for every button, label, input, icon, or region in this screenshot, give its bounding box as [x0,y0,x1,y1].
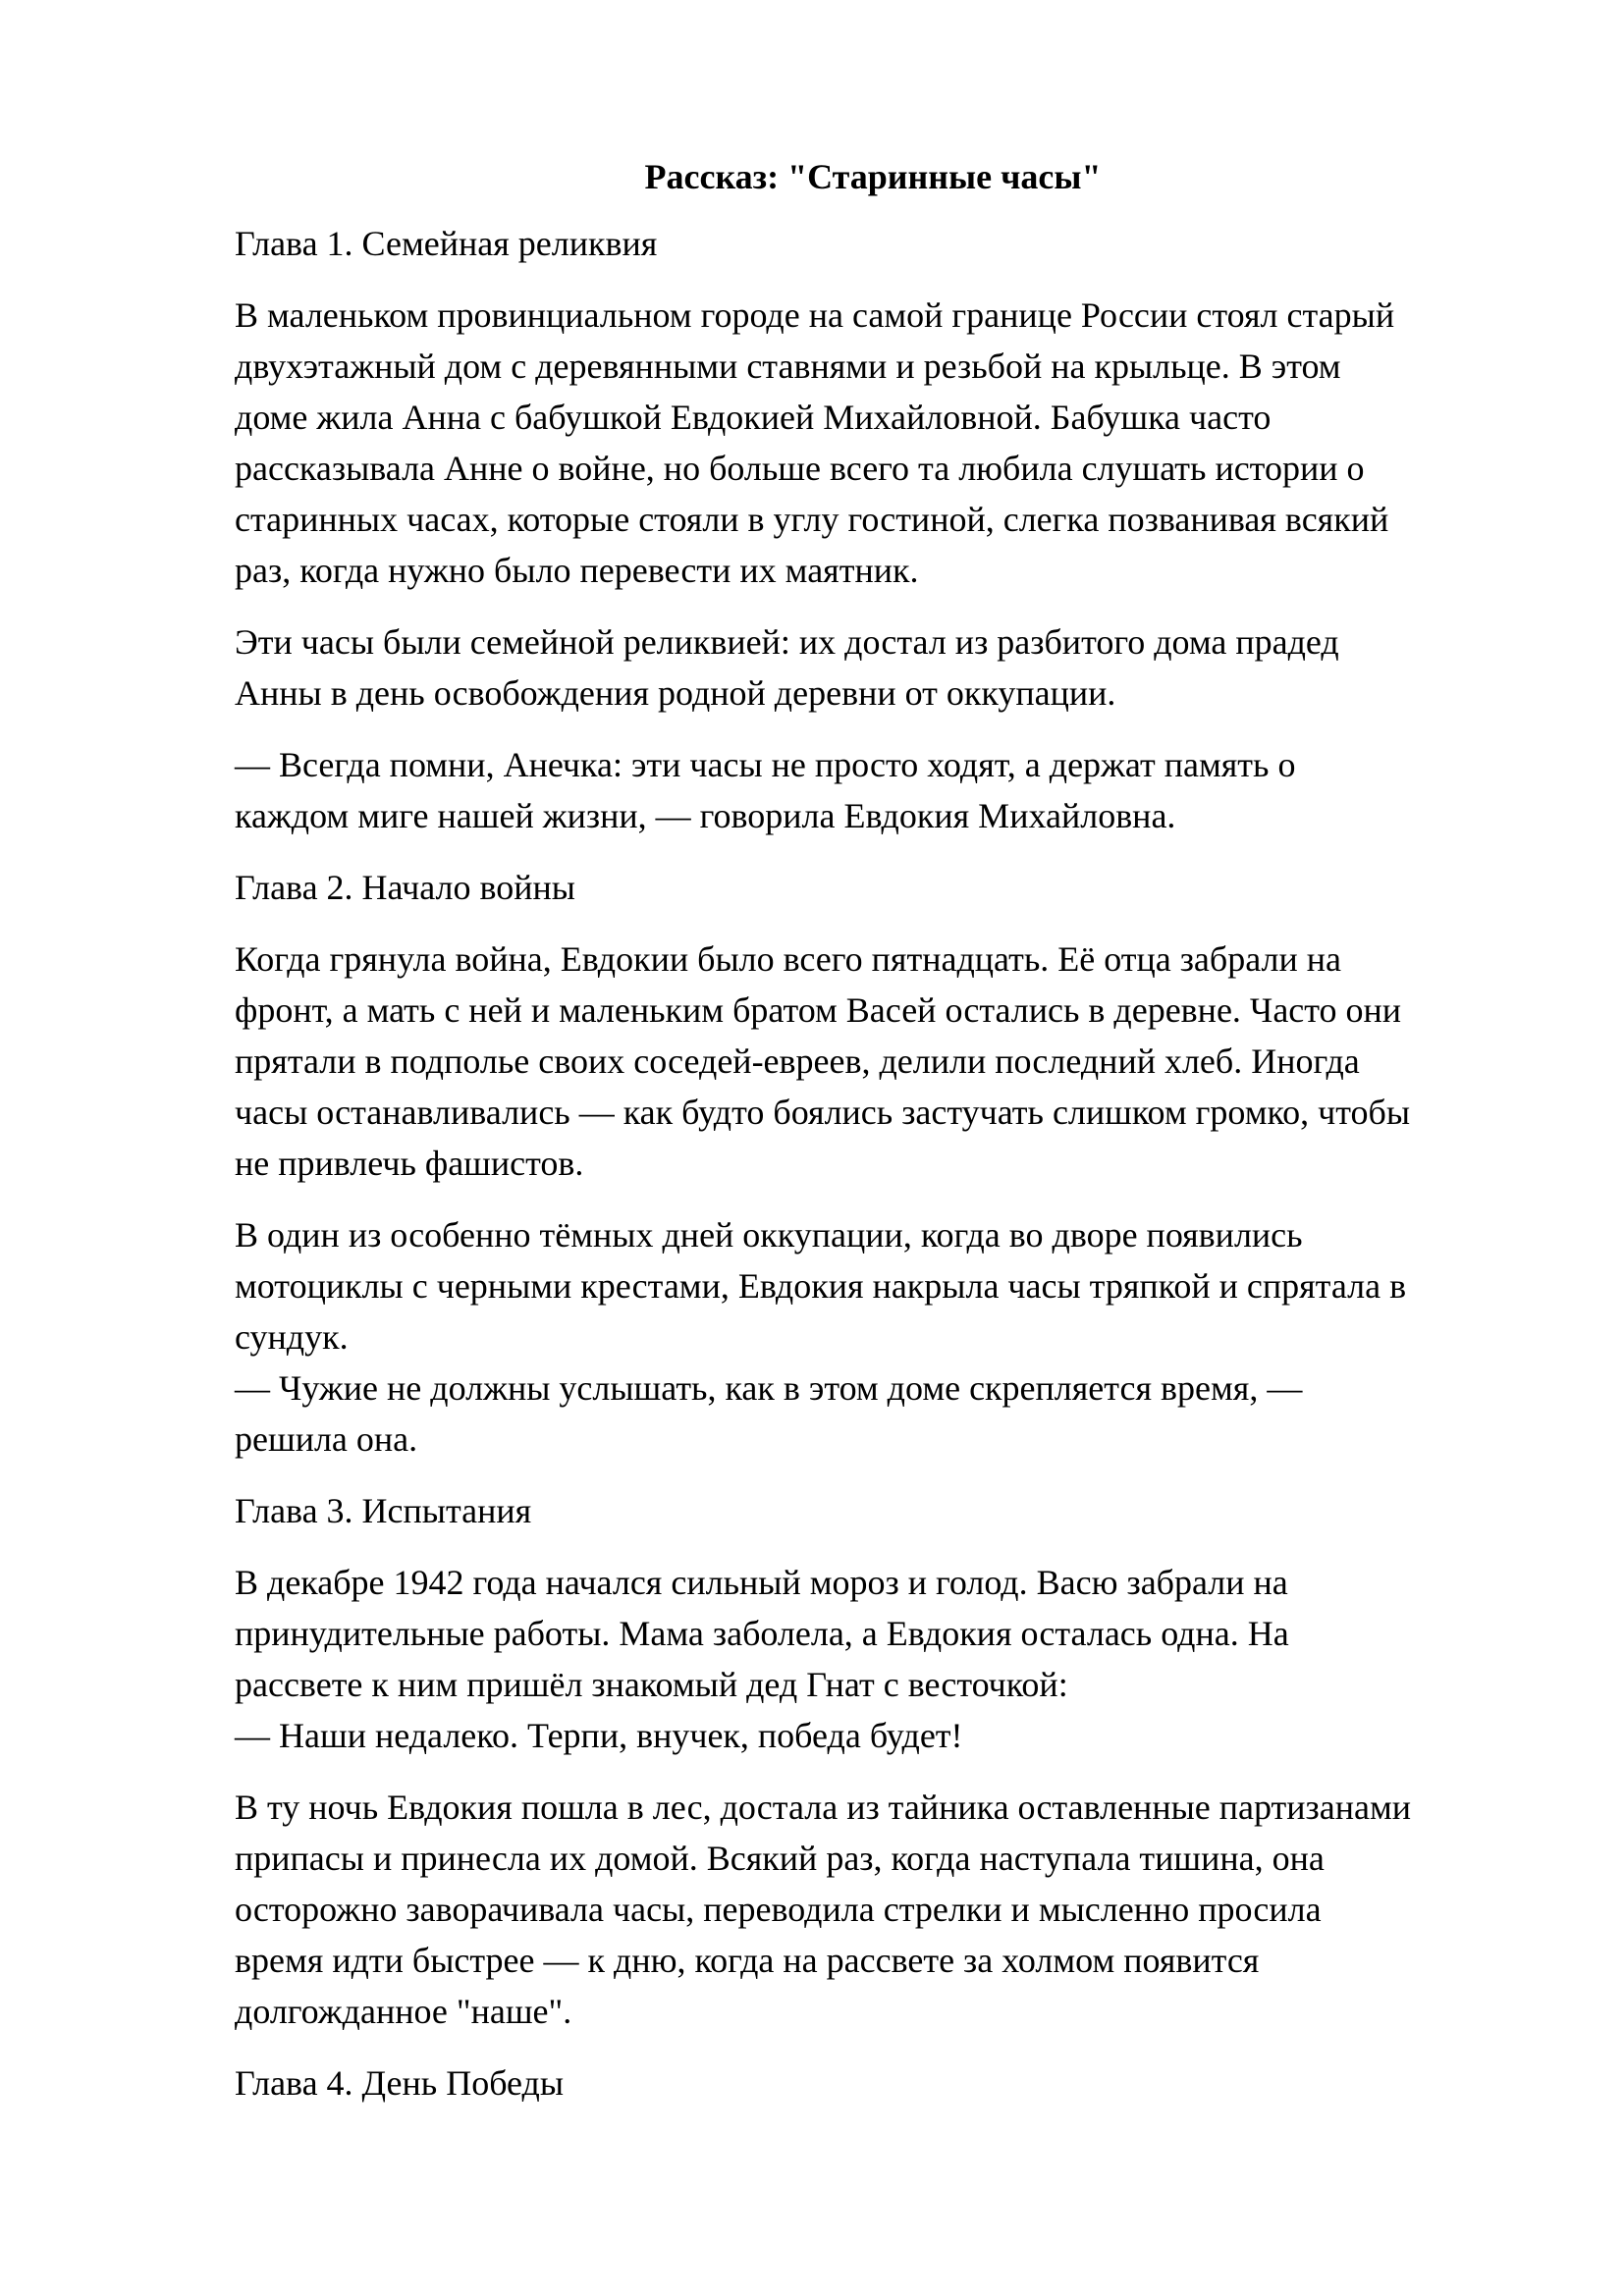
text-line: В ту ночь Евдокия пошла в лес, достала из тайника оставленные партизанами [235,1788,1412,1827]
text-line: — Всегда помни, Анечка: эти часы не просто ходят, а держат память о [235,745,1296,784]
paragraph [235,1209,1511,1465]
chapter-heading [235,218,1511,269]
text-line: принудительные работы. Мама заболела, а Евдокия осталась одна. На [235,1614,1289,1653]
story-title: Рассказ: "Старинные часы" [644,157,1102,196]
paragraph [235,739,1511,841]
text-line: двухэтажный дом с деревянными ставнями и резьбой на крыльце. В этом [235,347,1341,386]
story-text [235,218,1511,2109]
text-line: — Чужие не должны услышать, как в этом доме скрепляется время, — [235,1368,1303,1408]
text-line: Когда грянула война, Евдокии было всего пятнадцать. Её отца забрали на [235,939,1341,979]
text-line: — Наши недалеко. Терпи, внучек, победа будет! [235,1716,963,1755]
paragraph [235,1557,1511,1761]
chapter-heading [235,1485,1511,1536]
text-line: Глава 2. Начало войны [235,868,575,907]
text-line: Глава 4. День Победы [235,2063,565,2103]
text-line: прятали в подполье своих соседей-евреев, делили последний хлеб. Иногда [235,1041,1360,1081]
text-line: сундук. [235,1317,349,1357]
text-line: Глава 3. Испытания [235,1491,532,1530]
text-line: фронт, а мать с ней и маленьким братом Васей остались в деревне. Часто они [235,990,1402,1030]
text-line: не привлечь фашистов. [235,1144,584,1183]
text-line: осторожно заворачивала часы, переводила стрелки и мысленно просила [235,1890,1322,1929]
document-body [235,149,1511,2129]
text-line: мотоциклы с черными крестами, Евдокия накрыла часы тряпкой и спрятала в [235,1266,1407,1306]
text-line: старинных часах, которые стояли в углу гостиной, слегка позванивая всякий [235,500,1389,539]
text-line: каждом миге нашей жизни, — говорила Евдокия Михайловна. [235,796,1176,835]
chapter-heading [235,2057,1511,2109]
text-line: припасы и принесла их домой. Всякий раз, когда наступала тишина, она [235,1839,1325,1878]
text-line: В декабре 1942 года начался сильный мороз и голод. Васю забрали на [235,1563,1288,1602]
text-line: решила она. [235,1419,418,1459]
text-line: рассвете к ним пришёл знакомый дед Гнат с весточкой: [235,1665,1068,1704]
text-line: время идти быстрее — к дню, когда на рассвете за холмом появится [235,1941,1260,1980]
text-line: часы останавливались — как будто боялись застучать слишком громко, чтобы [235,1093,1411,1132]
text-line: долгожданное "наше". [235,1992,572,2031]
text-line: Анны в день освобождения родной деревни от оккупации. [235,673,1116,713]
text-line: В один из особенно тёмных дней оккупации, когда во дворе появились [235,1215,1303,1255]
text-line: В маленьком провинциальном городе на самой границе России стоял старый [235,295,1395,335]
paragraph [235,934,1511,1189]
paragraph [235,290,1511,596]
text-line: раз, когда нужно было перевести их маятник. [235,551,919,590]
text-line: Эти часы были семейной реликвией: их достал из разбитого дома прадед [235,622,1339,662]
paragraph [235,616,1511,719]
paragraph [235,1782,1511,2037]
text-line: доме жила Анна с бабушкой Евдокией Михайловной. Бабушка часто [235,398,1272,437]
text-line: Глава 1. Семейная реликвия [235,224,658,263]
text-line: рассказывала Анне о войне, но больше всего та любила слушать истории о [235,449,1365,488]
chapter-heading [235,862,1511,913]
